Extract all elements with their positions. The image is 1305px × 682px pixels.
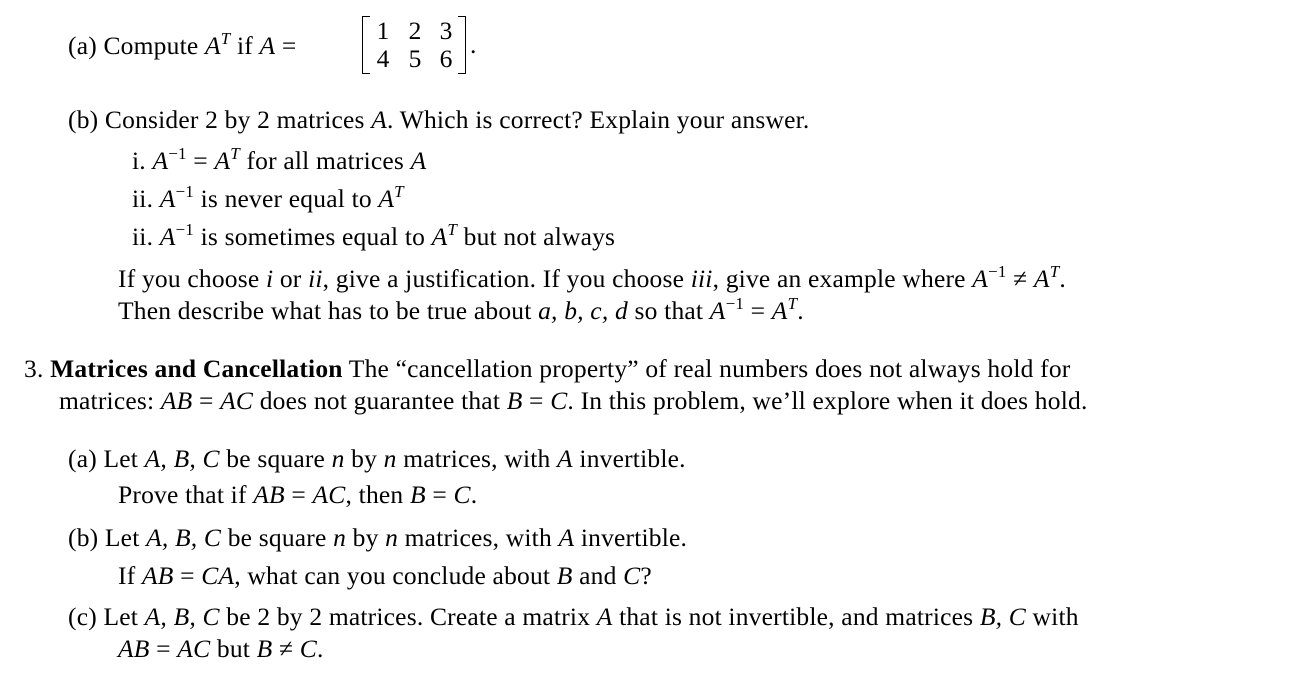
math-text: A bbox=[159, 222, 176, 251]
text-segment: but bbox=[210, 634, 257, 663]
math-text: A bbox=[214, 146, 231, 175]
math-text: −1 bbox=[725, 294, 745, 313]
text-segment: does not guarantee that bbox=[253, 386, 507, 415]
math-text: C bbox=[623, 561, 641, 590]
text-segment: , what can you conclude about bbox=[234, 561, 557, 590]
left-bracket bbox=[362, 16, 370, 74]
math-text: A bbox=[596, 602, 613, 631]
math-text: C bbox=[550, 386, 568, 415]
right-bracket bbox=[458, 16, 466, 74]
problem-3-intro bbox=[59, 386, 1088, 416]
math-text: A bbox=[152, 146, 169, 175]
math-text: −1 bbox=[988, 262, 1007, 281]
math-text: CA bbox=[201, 561, 235, 590]
text-segment: but not always bbox=[457, 222, 616, 251]
part-3b-1 bbox=[68, 523, 687, 553]
text-segment: , then bbox=[345, 480, 410, 509]
math-text: AB bbox=[160, 386, 193, 415]
text-segment: ≠ bbox=[272, 634, 300, 663]
math-text: A bbox=[1033, 264, 1050, 293]
text-segment: = bbox=[186, 146, 215, 175]
math-text: A bbox=[972, 264, 989, 293]
math-text: T bbox=[230, 144, 240, 163]
text-segment: with bbox=[1025, 602, 1079, 631]
text-segment: be 2 by 2 matrices. Create a matrix bbox=[219, 602, 597, 631]
part-3c-1 bbox=[68, 602, 1079, 632]
option-iii bbox=[132, 222, 615, 252]
matrix-a bbox=[362, 16, 466, 74]
matrix-cell: 3 bbox=[439, 16, 453, 45]
text-segment: matrices, with bbox=[396, 444, 558, 473]
text-segment: invertible. bbox=[572, 444, 686, 473]
math-text: n bbox=[383, 444, 397, 473]
math-text: A bbox=[771, 296, 788, 325]
text-segment: (a) Let bbox=[68, 444, 145, 473]
math-text: A, B, C bbox=[144, 602, 220, 631]
text-segment: . In this problem, we’ll explore when it does hold. bbox=[567, 386, 1088, 415]
text-segment: be square bbox=[219, 444, 332, 473]
math-text: AC bbox=[220, 386, 254, 415]
math-text: A bbox=[558, 523, 575, 552]
text-segment: = bbox=[744, 296, 772, 325]
text-segment: . bbox=[317, 634, 324, 663]
instructions-1 bbox=[118, 264, 1066, 294]
math-text: AB bbox=[141, 561, 174, 590]
math-text: A bbox=[378, 184, 395, 213]
instructions-2 bbox=[118, 296, 804, 326]
text-segment: = bbox=[275, 31, 297, 60]
math-text: iii bbox=[690, 264, 713, 293]
math-text: A bbox=[557, 444, 573, 473]
problem-3-title bbox=[24, 354, 1070, 384]
text-segment: . bbox=[470, 480, 478, 509]
math-text: B bbox=[409, 480, 426, 509]
text-segment: Then describe what has to be true about bbox=[118, 296, 539, 325]
math-text: A bbox=[371, 105, 388, 134]
text-segment: , give a justification. If you choose bbox=[322, 264, 691, 293]
text-segment: = bbox=[284, 480, 313, 509]
math-text: A bbox=[159, 184, 176, 213]
math-text: AB bbox=[118, 634, 150, 663]
math-text: −1 bbox=[175, 182, 195, 201]
text-segment: (b) Consider 2 by 2 matrices bbox=[68, 105, 372, 134]
math-text: AC bbox=[177, 634, 211, 663]
math-text: −1 bbox=[175, 220, 195, 239]
math-text: C bbox=[453, 480, 471, 509]
text-segment: be square bbox=[221, 523, 334, 552]
math-text: A bbox=[410, 146, 427, 175]
text-segment: ≠ bbox=[1006, 264, 1034, 293]
text-segment: invertible. bbox=[574, 523, 688, 552]
matrix-cell: 2 bbox=[408, 16, 422, 45]
math-text: A, B, C bbox=[144, 444, 220, 473]
text-segment: If you choose bbox=[118, 264, 266, 293]
math-text: B, C bbox=[979, 602, 1026, 631]
math-text: AC bbox=[312, 480, 346, 509]
matrix-period: . bbox=[470, 30, 477, 59]
math-text: T bbox=[447, 220, 458, 239]
math-text: n bbox=[385, 523, 399, 552]
math-text: A bbox=[259, 31, 276, 60]
text-segment: = bbox=[149, 634, 178, 663]
math-text: T bbox=[1049, 262, 1060, 281]
text-segment: . bbox=[1059, 264, 1066, 293]
text-segment: by bbox=[346, 523, 386, 552]
text-segment: that is not invertible, and matrices bbox=[612, 602, 980, 631]
math-text: A, B, C bbox=[146, 523, 222, 552]
text-segment: The “cancellation property” of real numbers does not always hold for bbox=[342, 354, 1071, 383]
text-segment: by bbox=[344, 444, 384, 473]
text-segment: = bbox=[522, 386, 551, 415]
math-text: C bbox=[299, 634, 317, 663]
text-segment: is sometimes equal to bbox=[194, 222, 432, 251]
part-3b-2 bbox=[118, 561, 652, 591]
matrix-cell: 4 bbox=[376, 44, 390, 73]
text-segment: , give an example where bbox=[712, 264, 973, 293]
text-segment: (b) Let bbox=[68, 523, 147, 552]
text-segment: ii. bbox=[132, 222, 160, 251]
text-segment: matrices, with bbox=[398, 523, 559, 552]
part-2a bbox=[68, 31, 296, 61]
math-text: AB bbox=[253, 480, 285, 509]
math-text: A bbox=[431, 222, 448, 251]
text-segment: ii. bbox=[132, 184, 160, 213]
math-text: B bbox=[256, 634, 273, 663]
text-segment: (c) Let bbox=[68, 602, 145, 631]
matrix-cell: 6 bbox=[439, 44, 453, 73]
math-text: n bbox=[331, 444, 345, 473]
text-segment: so that bbox=[627, 296, 710, 325]
text-segment: (a) Compute bbox=[68, 31, 205, 60]
text-segment: ? bbox=[640, 561, 652, 590]
math-text: T bbox=[394, 182, 404, 201]
math-text: ii bbox=[308, 264, 323, 293]
text-segment: or bbox=[273, 264, 309, 293]
option-ii bbox=[132, 184, 404, 214]
matrix-cell: 5 bbox=[408, 44, 422, 73]
text-segment: If bbox=[118, 561, 142, 590]
text-segment: and bbox=[572, 561, 624, 590]
text-segment: 3. bbox=[24, 354, 51, 383]
text-segment: if bbox=[230, 31, 260, 60]
text-segment: = bbox=[192, 386, 221, 415]
math-text: T bbox=[220, 29, 231, 48]
text-segment: . bbox=[797, 296, 804, 325]
math-text: i bbox=[265, 264, 274, 293]
text-segment: matrices: bbox=[59, 386, 161, 415]
text-segment: = bbox=[425, 480, 454, 509]
part-3a-2 bbox=[118, 480, 477, 510]
text-segment: Prove that if bbox=[118, 480, 254, 509]
math-text: A bbox=[709, 296, 726, 325]
text-segment: . Which is correct? Explain your answer. bbox=[387, 105, 810, 134]
matrix-cell: 1 bbox=[376, 16, 390, 45]
math-text: T bbox=[787, 294, 798, 313]
math-text: n bbox=[333, 523, 347, 552]
text-segment: for all matrices bbox=[239, 146, 411, 175]
part-3c-2 bbox=[118, 634, 324, 664]
text-segment: is never equal to bbox=[194, 184, 379, 213]
math-text: −1 bbox=[168, 144, 187, 163]
math-text: a, b, c, d bbox=[538, 296, 628, 325]
math-text: B bbox=[556, 561, 573, 590]
part-3a-1 bbox=[68, 444, 686, 474]
text-segment: = bbox=[173, 561, 202, 590]
text-segment: i. bbox=[132, 146, 153, 175]
option-i bbox=[132, 146, 426, 176]
text-segment: Matrices and Cancellation bbox=[50, 354, 343, 383]
math-text: B bbox=[506, 386, 523, 415]
math-text: A bbox=[204, 31, 221, 60]
part-2b bbox=[68, 105, 810, 135]
